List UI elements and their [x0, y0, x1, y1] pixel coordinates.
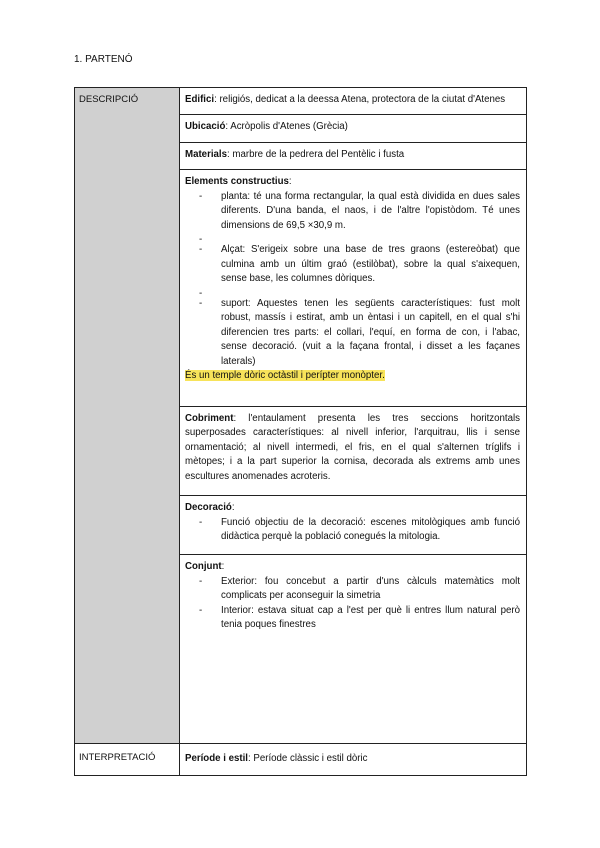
cobriment-text: : l'entaulament presenta les tres seccions horitzontals superposades característiques: al nivell inferior, l'arquitrau, llis i sense ornamentació; al nivell intermedi, el fris, en el qual s'alternen tríglifs i mètopes; i a la part superior la cornisa, decorada als extrems amb unes escultures anomenades acroteris. [185, 412, 520, 482]
edifici-text: : religiós, dedicat a la deessa Atena, protectora de la ciutat d'Atenes [214, 94, 506, 105]
list-gap [199, 287, 520, 297]
materials-text: : marbre de la pedrera del Pentèlic i fusta [227, 148, 405, 160]
edifici-cell [180, 88, 527, 115]
list-item: - Exterior: fou concebut a partir d'uns càlculs matemàtics molt complicats per aconseguir la simetria [199, 575, 520, 604]
edifici-title: Edifici [185, 94, 215, 105]
ubicacio-title: Ubicació [185, 121, 226, 133]
list-gap [199, 233, 520, 243]
label-descripcio: DESCRIPCIÓ [75, 88, 180, 744]
highlighted-summary: És un temple dòric octàstil i perípter monòpter. [185, 370, 385, 382]
elements-colon: : [288, 176, 292, 188]
decoracio-title: Decoració [185, 502, 232, 514]
list-item: - Funció objectiu de la decoració: escenes mitològiques amb funció didàctica perquè la població conegués la mitologia. [199, 516, 520, 545]
periode-text: : Període clàssic i estil dòric [248, 753, 368, 764]
periode-title: Període i estil [185, 753, 248, 764]
decoracio-colon: : [231, 502, 235, 514]
list-item: - planta: té una forma rectangular, la qual està dividida en dues sales diferents. D'una banda, el naos, i de l'altre l'opistòdom. Té unes dimensions de 69,5 ×30,9 m. [199, 190, 520, 234]
elements-list [185, 190, 520, 370]
elements-title: Elements constructius [185, 176, 289, 188]
description-table [74, 87, 527, 776]
cobriment-cell [180, 406, 527, 496]
conjunt-cell [180, 555, 527, 744]
section-heading: 1. PARTENÓ [74, 54, 133, 65]
materials-title: Materials [185, 148, 227, 160]
cobriment-title: Cobriment [185, 412, 234, 424]
periode-cell [180, 744, 527, 776]
conjunt-colon: : [221, 561, 225, 572]
list-item: - Alçat: S'erigeix sobre una base de tres graons (estereòbat) que culmina amb un últim graó (estilòbat), sobre la qual s'aixequen, sense base, les columnes dòriques. [199, 243, 520, 287]
ubicacio-text: : Acròpolis d'Atenes (Grècia) [225, 121, 348, 133]
decoracio-list [185, 516, 520, 545]
materials-cell [180, 142, 527, 169]
ubicacio-cell [180, 115, 527, 142]
conjunt-list [185, 575, 520, 633]
label-interpretacio: INTERPRETACIÓ [75, 744, 180, 776]
list-item: - suport: Aquestes tenen les següents característiques: fust molt robust, massís i estirat, amb un èntasi i un capitell, en el qual s'hi diferencien tres parts: el collari, l'equí, en forma de con, i l'abac, sense decoració. (vuit a la façana frontal, i disset a les façanes laterals) [199, 297, 520, 370]
list-item: - Interior: estava situat cap a l'est per què li entres llum natural però tenia poques finestres [199, 604, 520, 633]
decoracio-cell [180, 496, 527, 555]
conjunt-title: Conjunt [185, 561, 222, 572]
elements-cell [180, 170, 527, 406]
